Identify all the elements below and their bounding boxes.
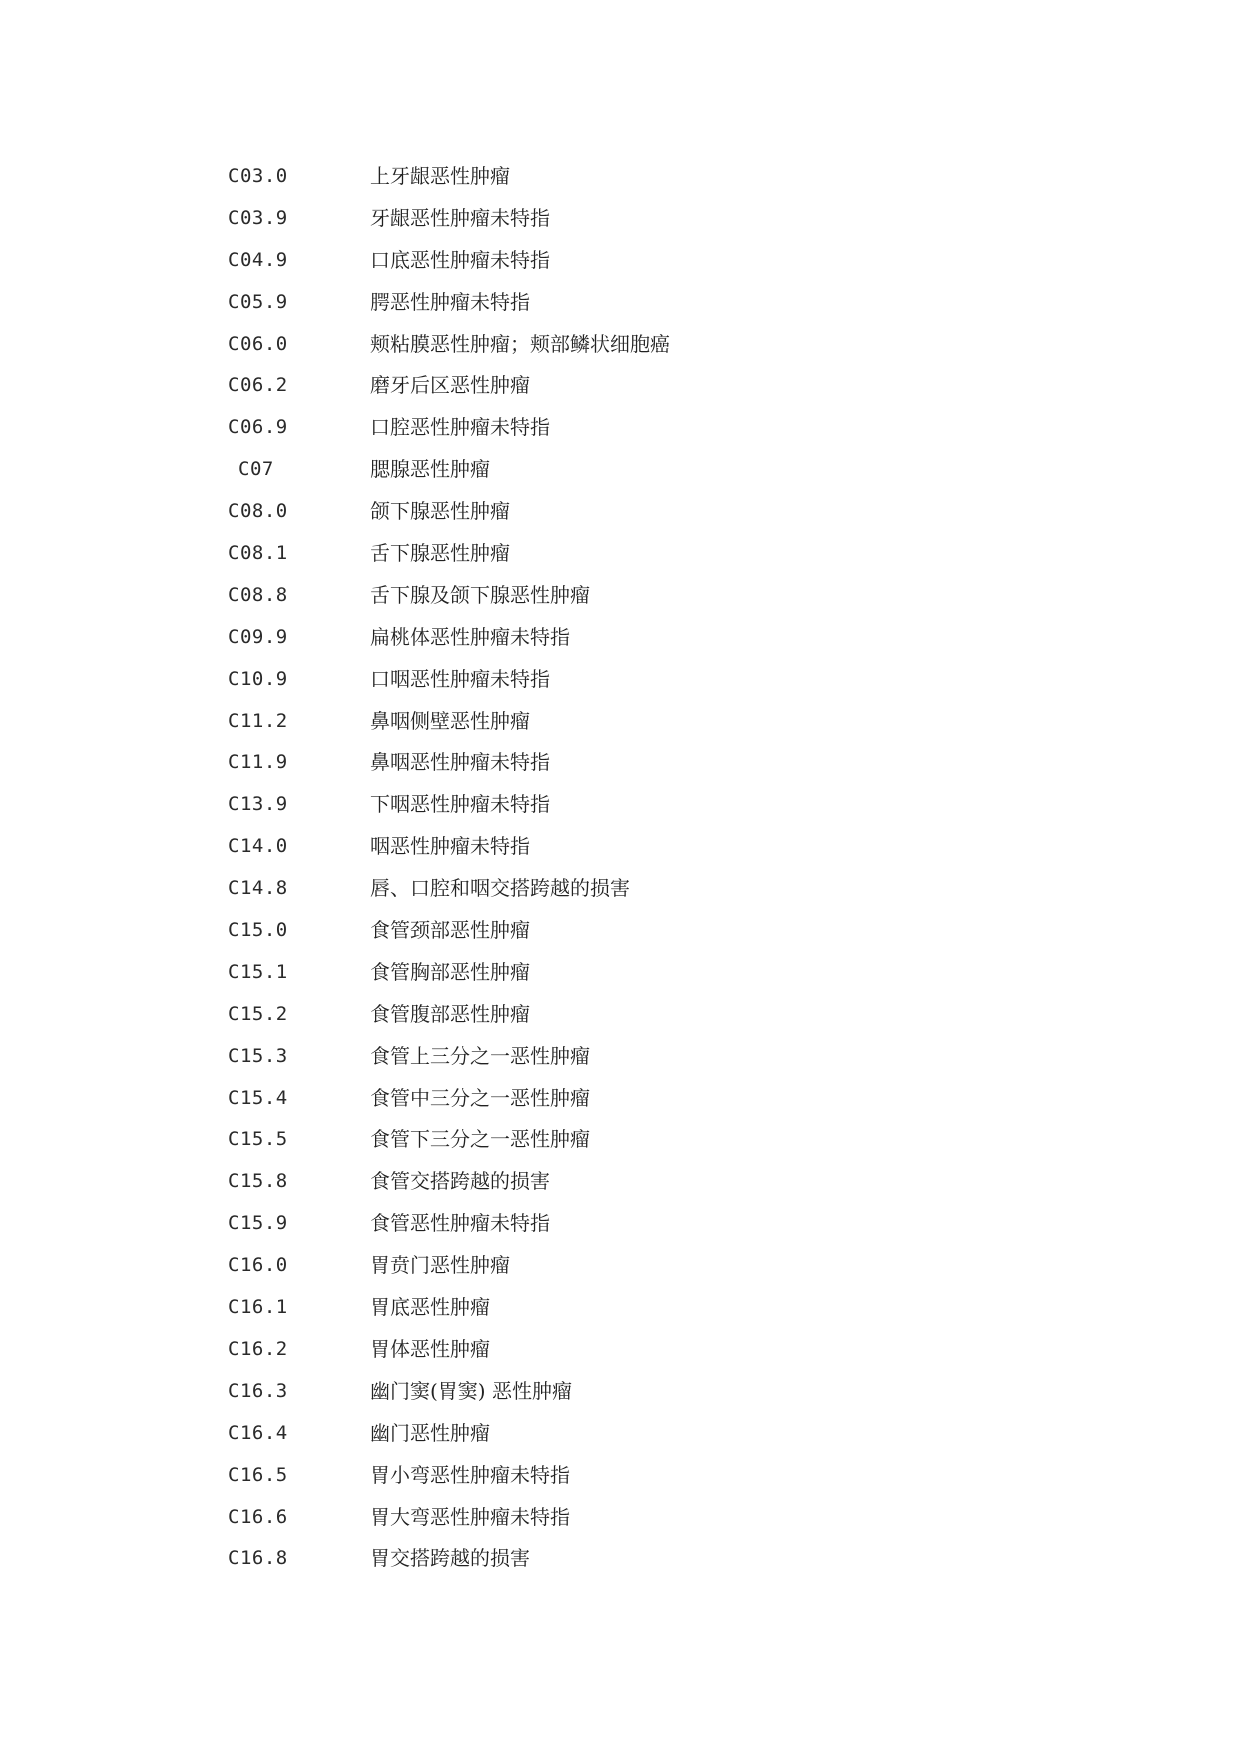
list-item (228, 742, 670, 784)
diagnosis-code: C16.5 (228, 1463, 288, 1486)
diagnosis-description: 磨牙后区恶性肿瘤 (370, 373, 530, 398)
icd-code-list (228, 156, 670, 1580)
diagnosis-description: 幽门恶性肿瘤 (370, 1420, 490, 1445)
diagnosis-description: 食管下三分之一恶性肿瘤 (370, 1127, 590, 1152)
diagnosis-code: C15.9 (228, 1212, 288, 1235)
diagnosis-description: 食管胸部恶性肿瘤 (370, 959, 530, 984)
diagnosis-code: C16.2 (228, 1337, 288, 1360)
list-item (228, 449, 670, 491)
list-item (228, 1245, 670, 1287)
list-item (228, 994, 670, 1036)
diagnosis-code: C16.3 (228, 1379, 288, 1402)
diagnosis-description: 胃贲门恶性肿瘤 (370, 1253, 510, 1278)
list-item (228, 365, 670, 407)
diagnosis-description: 咽恶性肿瘤未特指 (370, 834, 530, 859)
list-item (228, 826, 670, 868)
list-item (228, 1413, 670, 1455)
diagnosis-description: 食管上三分之一恶性肿瘤 (370, 1043, 590, 1068)
diagnosis-description: 胃体恶性肿瘤 (370, 1336, 490, 1361)
list-item (228, 324, 670, 366)
diagnosis-description: 颌下腺恶性肿瘤 (370, 499, 510, 524)
diagnosis-description: 胃大弯恶性肿瘤未特指 (370, 1504, 570, 1529)
diagnosis-code: C08.0 (228, 500, 288, 523)
diagnosis-code: C10.9 (228, 667, 288, 690)
list-item (228, 701, 670, 743)
list-item (228, 491, 670, 533)
diagnosis-description: 胃底恶性肿瘤 (370, 1295, 490, 1320)
list-item (228, 1161, 670, 1203)
diagnosis-code: C15.5 (228, 1128, 288, 1151)
list-item (228, 1203, 670, 1245)
list-item (228, 1329, 670, 1371)
diagnosis-description: 扁桃体恶性肿瘤未特指 (370, 624, 570, 649)
list-item (228, 1371, 670, 1413)
diagnosis-code: C07 (238, 458, 274, 481)
diagnosis-description: 颊粘膜恶性肿瘤；颊部鳞状细胞癌 (370, 331, 670, 356)
list-item (228, 1119, 670, 1161)
diagnosis-code: C08.8 (228, 583, 288, 606)
diagnosis-description: 食管腹部恶性肿瘤 (370, 1001, 530, 1026)
diagnosis-description: 胃交搭跨越的损害 (370, 1546, 530, 1571)
diagnosis-description: 鼻咽恶性肿瘤未特指 (370, 750, 550, 775)
diagnosis-description: 下咽恶性肿瘤未特指 (370, 792, 550, 817)
diagnosis-description: 食管恶性肿瘤未特指 (370, 1211, 550, 1236)
diagnosis-description: 舌下腺恶性肿瘤 (370, 541, 510, 566)
list-item (228, 407, 670, 449)
list-item (228, 1455, 670, 1497)
diagnosis-code: C15.4 (228, 1086, 288, 1109)
diagnosis-code: C16.0 (228, 1254, 288, 1277)
diagnosis-code: C16.4 (228, 1421, 288, 1444)
diagnosis-code: C15.2 (228, 1002, 288, 1025)
diagnosis-description: 食管中三分之一恶性肿瘤 (370, 1085, 590, 1110)
diagnosis-code: C15.1 (228, 960, 288, 983)
diagnosis-code: C15.3 (228, 1044, 288, 1067)
diagnosis-description: 鼻咽侧壁恶性肿瘤 (370, 708, 530, 733)
diagnosis-description: 胃小弯恶性肿瘤未特指 (370, 1462, 570, 1487)
diagnosis-description: 食管颈部恶性肿瘤 (370, 918, 530, 943)
diagnosis-description: 口腔恶性肿瘤未特指 (370, 415, 550, 440)
diagnosis-code: C11.9 (228, 751, 288, 774)
list-item (228, 156, 670, 198)
diagnosis-code: C06.9 (228, 416, 288, 439)
diagnosis-code: C09.9 (228, 625, 288, 648)
list-item (228, 910, 670, 952)
diagnosis-code: C14.0 (228, 835, 288, 858)
diagnosis-description: 食管交搭跨越的损害 (370, 1169, 550, 1194)
diagnosis-code: C15.8 (228, 1170, 288, 1193)
list-item (228, 952, 670, 994)
list-item (228, 533, 670, 575)
list-item (228, 1287, 670, 1329)
list-item (228, 659, 670, 701)
list-item (228, 282, 670, 324)
diagnosis-code: C15.0 (228, 919, 288, 942)
list-item (228, 575, 670, 617)
diagnosis-code: C14.8 (228, 877, 288, 900)
diagnosis-code: C06.2 (228, 374, 288, 397)
diagnosis-code: C16.8 (228, 1547, 288, 1570)
diagnosis-description: 上牙龈恶性肿瘤 (370, 164, 510, 188)
diagnosis-code: C16.1 (228, 1296, 288, 1319)
list-item (228, 1497, 670, 1539)
diagnosis-description: 牙龈恶性肿瘤未特指 (370, 205, 550, 230)
diagnosis-description: 幽门窦(胃窦) 恶性肿瘤 (370, 1378, 572, 1403)
diagnosis-description: 口咽恶性肿瘤未特指 (370, 666, 550, 691)
diagnosis-code: C08.1 (228, 542, 288, 565)
diagnosis-description: 腭恶性肿瘤未特指 (370, 289, 530, 314)
list-item (228, 240, 670, 282)
list-item (228, 617, 670, 659)
list-item (228, 198, 670, 240)
diagnosis-code: C13.9 (228, 793, 288, 816)
diagnosis-description: 舌下腺及颌下腺恶性肿瘤 (370, 582, 590, 607)
list-item (228, 1538, 670, 1580)
diagnosis-code: C16.6 (228, 1505, 288, 1528)
diagnosis-description: 唇、口腔和咽交搭跨越的损害 (370, 876, 630, 901)
list-item (228, 1078, 670, 1120)
diagnosis-code: C03.0 (228, 165, 288, 187)
list-item (228, 868, 670, 910)
diagnosis-description: 腮腺恶性肿瘤 (370, 457, 490, 482)
diagnosis-description: 口底恶性肿瘤未特指 (370, 247, 550, 272)
list-item (228, 1036, 670, 1078)
diagnosis-code: C05.9 (228, 290, 288, 313)
diagnosis-code: C03.9 (228, 206, 288, 229)
diagnosis-code: C04.9 (228, 248, 288, 271)
list-item (228, 784, 670, 826)
diagnosis-code: C06.0 (228, 332, 288, 355)
diagnosis-code: C11.2 (228, 709, 288, 732)
